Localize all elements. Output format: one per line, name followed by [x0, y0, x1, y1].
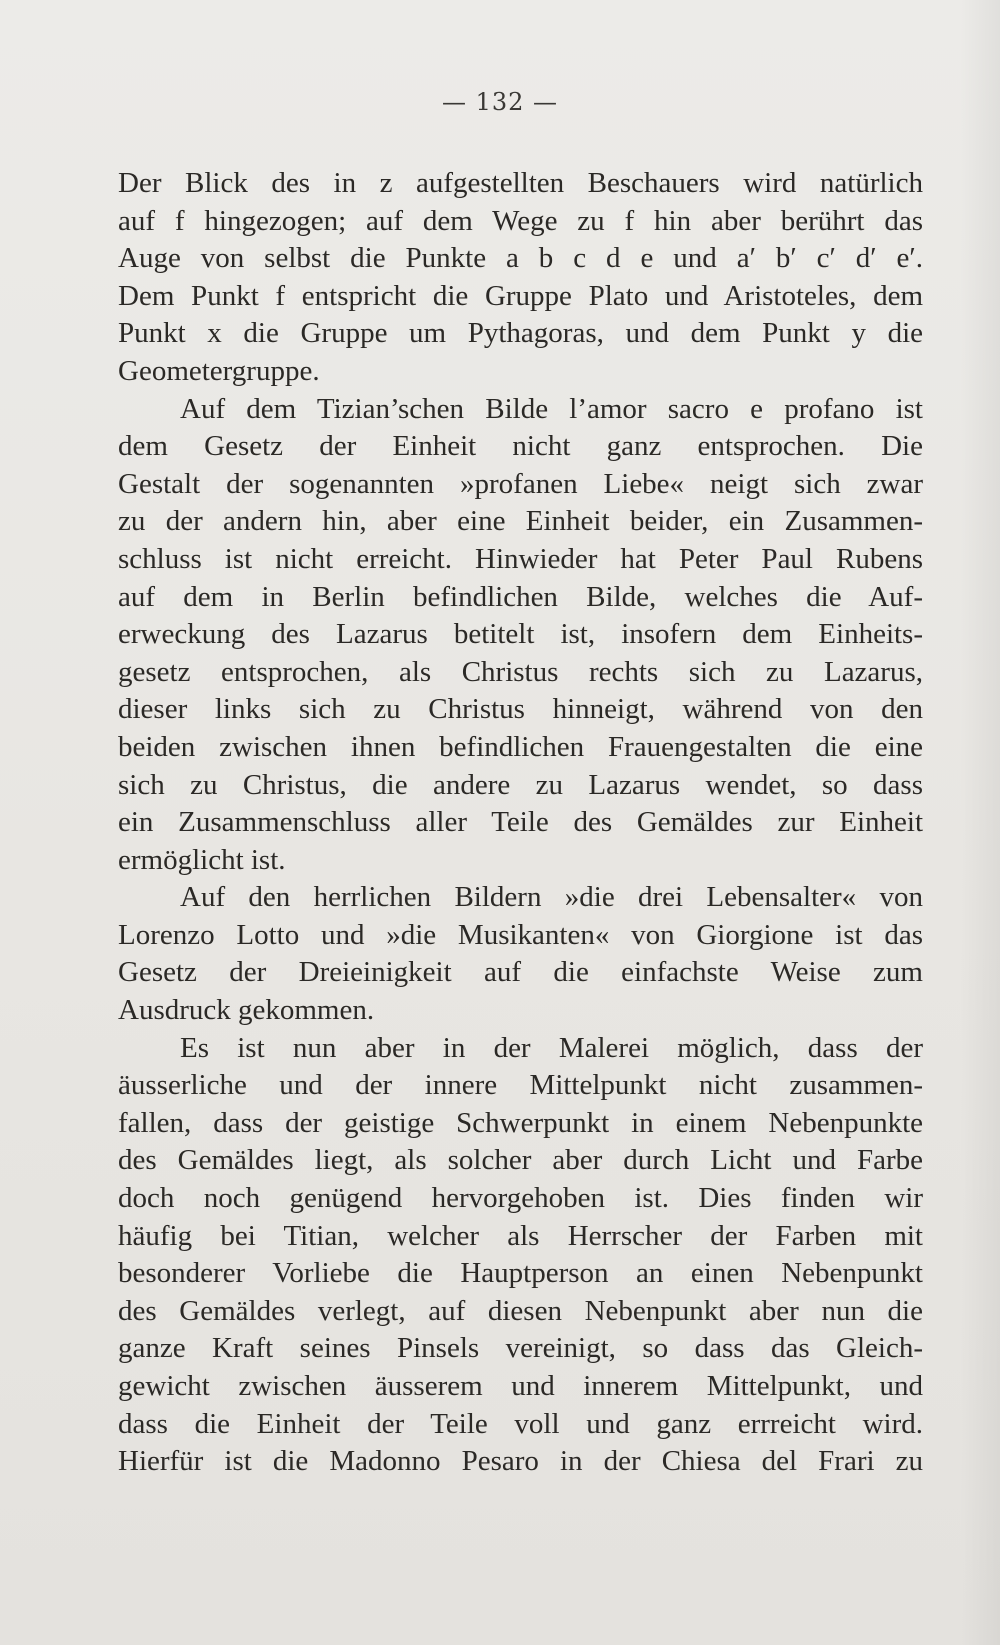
text-line: Gestalt der sogenannten »profanen Liebe« neigt sich zwar — [118, 467, 923, 500]
text-line: doch noch genügend hervorgehoben ist. Dies finden wir — [118, 1182, 923, 1215]
text-line: zu der andern hin, aber eine Einheit beider, ein Zusammen- — [118, 505, 923, 538]
text-line: ein Zusammenschluss aller Teile des Gemäldes zur Einheit — [118, 806, 923, 839]
text-line: sich zu Christus, die andere zu Lazarus wendet, so dass — [118, 768, 923, 801]
body-text — [118, 165, 923, 1481]
page-edge-shadow — [960, 0, 1000, 1645]
text-line: Auf den herrlichen Bildern »die drei Lebensalter« von — [180, 881, 923, 914]
text-line: ganze Kraft seines Pinsels vereinigt, so dass das Gleich- — [118, 1332, 923, 1365]
page-number: — 132 — — [441, 88, 559, 116]
text-line: auf dem in Berlin befindlichen Bilde, welches die Auf- — [118, 580, 923, 613]
text-line: Hierfür ist die Madonno Pesaro in der Chiesa del Frari zu — [118, 1445, 923, 1478]
text-line: Ausdruck gekommen. — [118, 994, 375, 1027]
text-line: fallen, dass der geistige Schwerpunkt in einem Nebenpunkte — [118, 1106, 923, 1139]
text-line: dass die Einheit der Teile voll und ganz errreicht wird. — [118, 1407, 923, 1440]
text-line: besonderer Vorliebe die Hauptperson an einen Nebenpunkt — [118, 1257, 923, 1290]
text-line: Dem Punkt f entspricht die Gruppe Plato und Aristoteles, dem — [118, 279, 923, 312]
text-line: ermöglicht ist. — [118, 843, 286, 876]
text-line: dem Gesetz der Einheit nicht ganz entsprochen. Die — [118, 430, 923, 463]
text-line: schluss ist nicht erreicht. Hinwieder hat Peter Paul Rubens — [118, 542, 923, 575]
paragraph — [118, 391, 923, 880]
paragraph — [118, 165, 923, 391]
text-line: Gesetz der Dreieinigkeit auf die einfachste Weise zum — [118, 956, 923, 989]
text-line: erweckung des Lazarus betitelt ist, insofern dem Einheits- — [118, 618, 923, 651]
text-line: Punkt x die Gruppe um Pythagoras, und dem Punkt y die — [118, 317, 923, 350]
text-line: des Gemäldes liegt, als solcher aber durch Licht und Farbe — [118, 1144, 923, 1177]
text-line: Lorenzo Lotto und »die Musikanten« von Giorgione ist das — [118, 918, 923, 951]
text-line: auf f hingezogen; auf dem Wege zu f hin aber berührt das — [118, 204, 923, 237]
text-line: Der Blick des in z aufgestellten Beschauers wird natürlich — [118, 167, 923, 199]
text-line: Geometergruppe. — [118, 354, 320, 387]
text-line: äusserliche und der innere Mittelpunkt nicht zusammen- — [118, 1069, 923, 1102]
text-line: häufig bei Titian, welcher als Herrscher der Farben mit — [118, 1219, 923, 1252]
text-line: Es ist nun aber in der Malerei möglich, dass der — [180, 1031, 923, 1064]
text-line: beiden zwischen ihnen befindlichen Frauengestalten die eine — [118, 730, 923, 763]
paragraph — [118, 1030, 923, 1481]
text-line: des Gemäldes verlegt, auf diesen Nebenpunkt aber nun die — [118, 1294, 923, 1327]
text-line: gewicht zwischen äusserem und innerem Mittelpunkt, und — [118, 1370, 923, 1402]
text-line: Auge von selbst die Punkte a b c d e und a′ b′ c′ d′ e′. — [118, 242, 923, 275]
text-line: dieser links sich zu Christus hinneigt, während von den — [118, 693, 923, 726]
paragraph — [118, 879, 923, 1029]
text-line: Auf dem Tizian’schen Bilde l’amor sacro e profano ist — [180, 392, 923, 425]
text-line: gesetz entsprochen, als Christus rechts sich zu Lazarus, — [118, 655, 923, 688]
